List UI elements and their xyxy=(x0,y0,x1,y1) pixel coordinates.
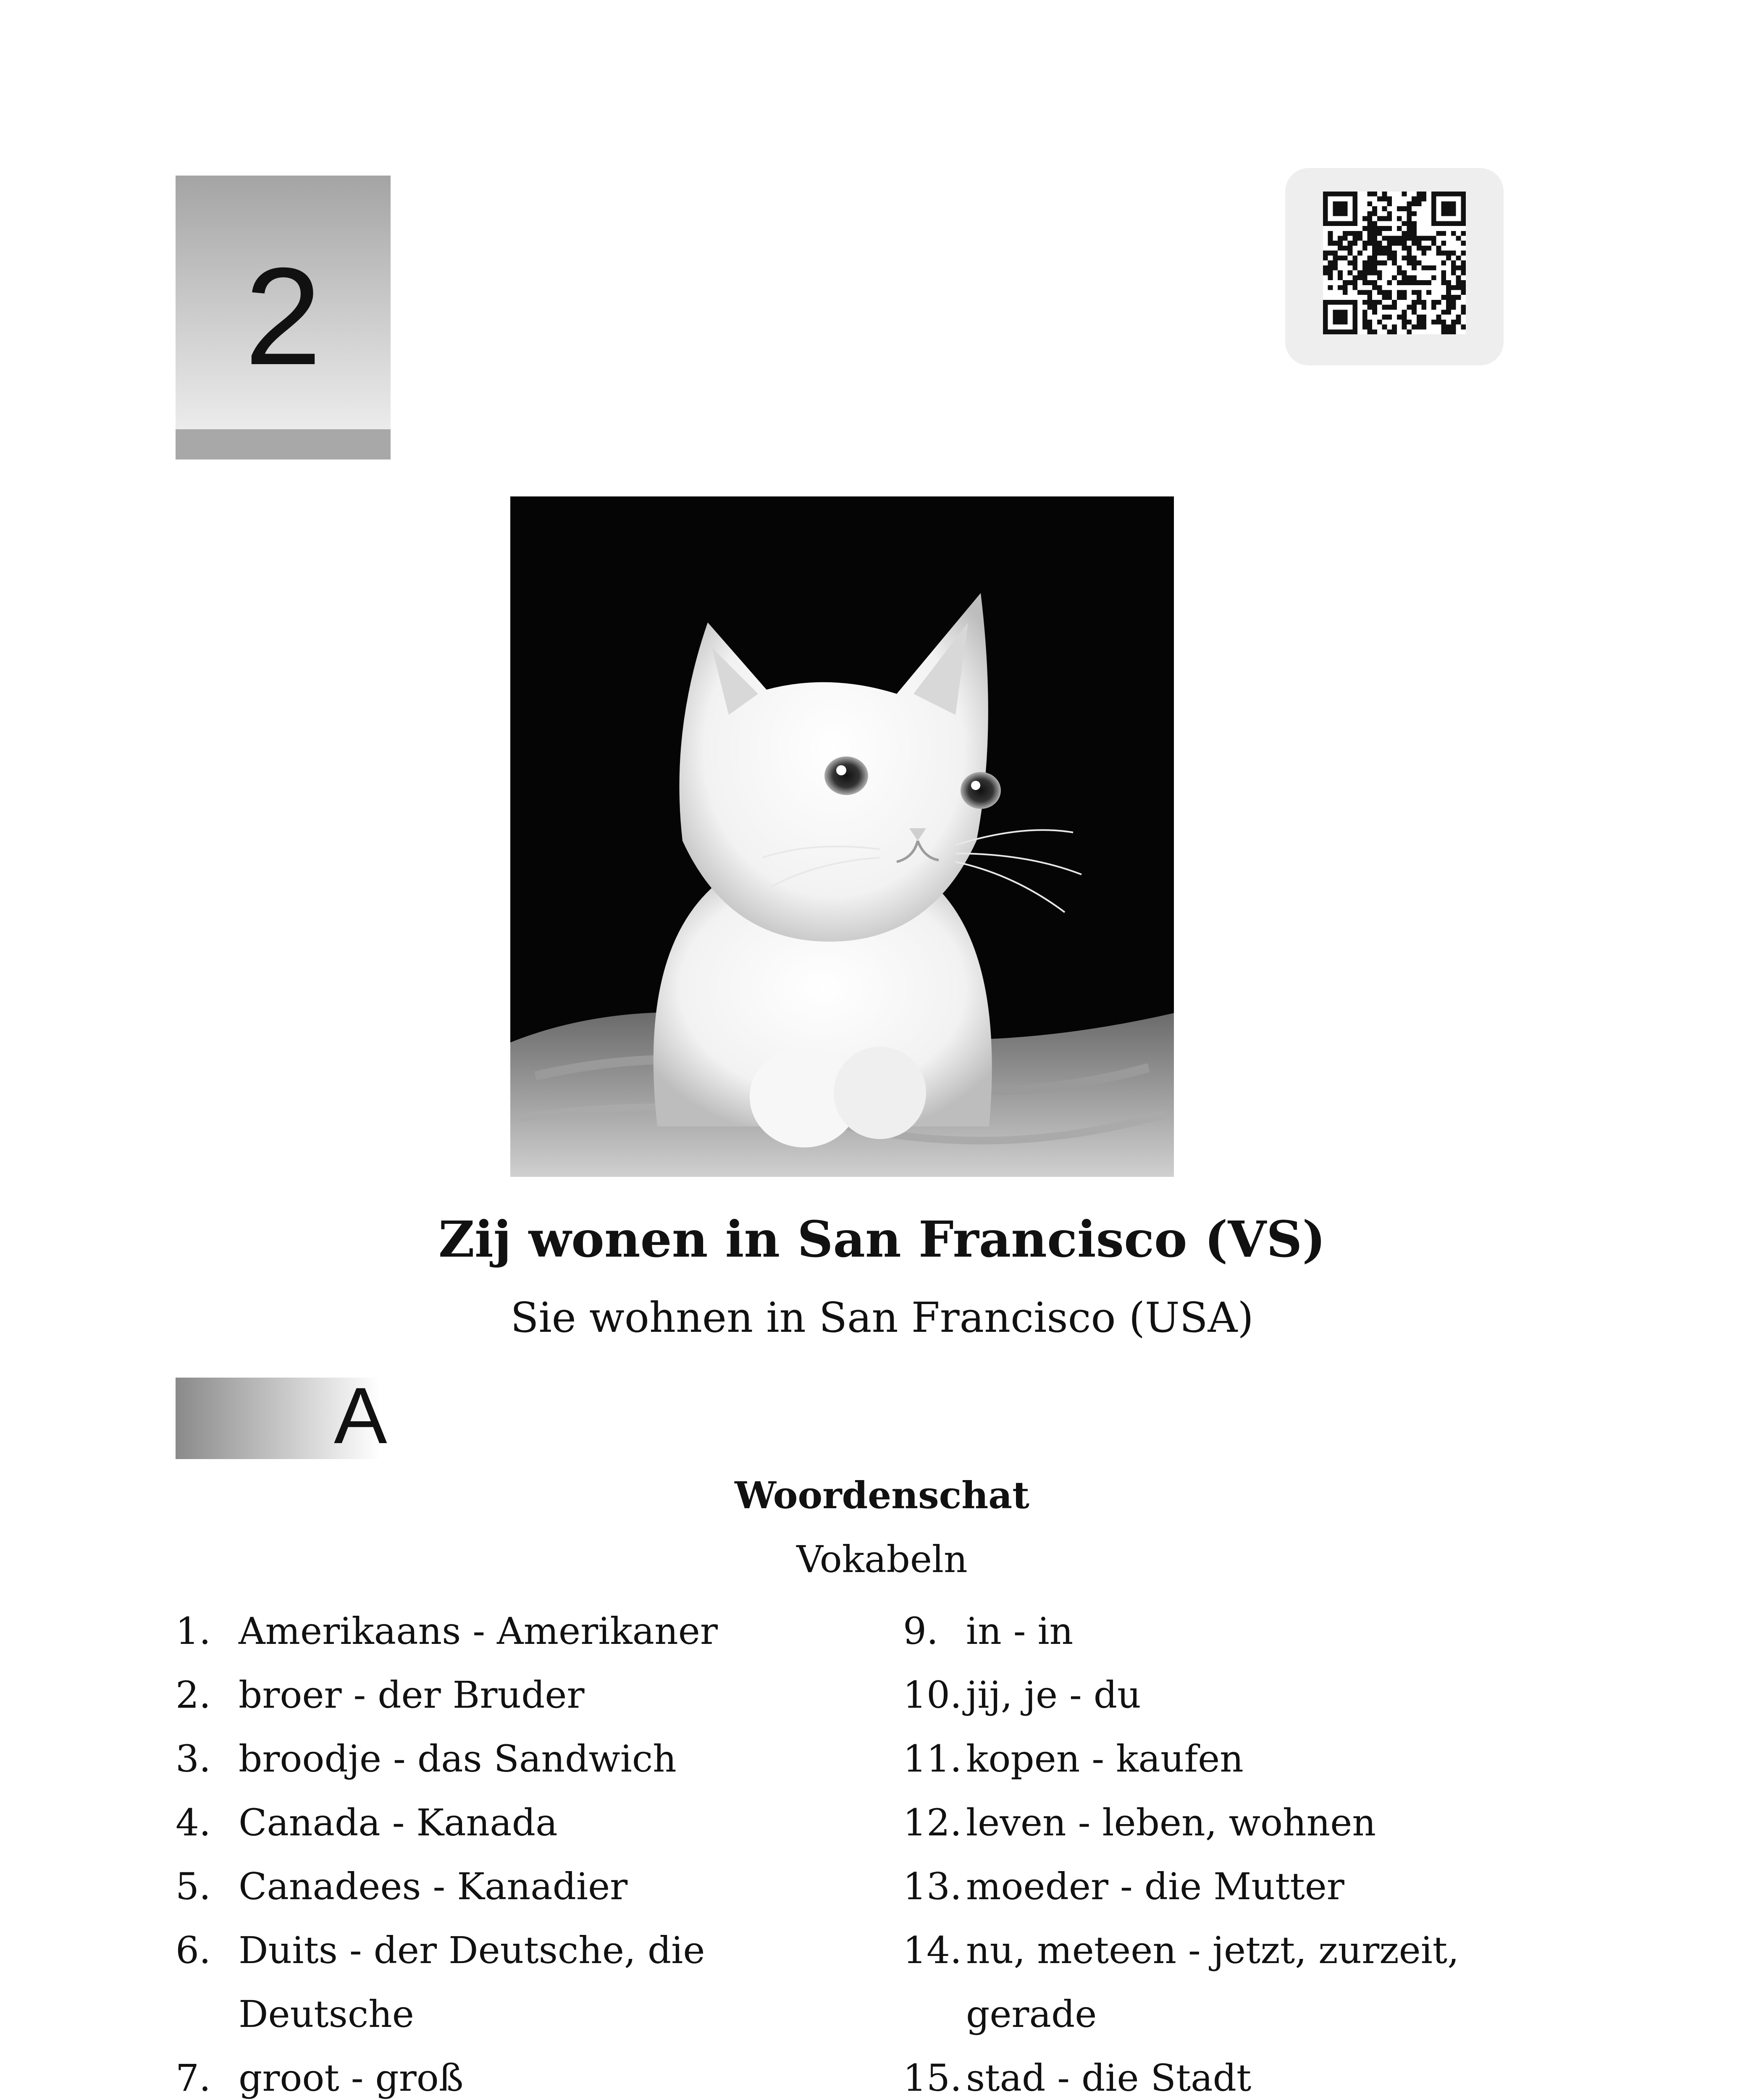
list-item-number: 15. xyxy=(903,2056,962,2100)
list-item-text: stad - die Stadt xyxy=(966,2056,1252,2100)
chapter-bar xyxy=(176,429,391,459)
list-item-text: Canadees - Kanadier xyxy=(239,1865,628,1908)
list-item-text: kopen - kaufen xyxy=(966,1737,1244,1780)
list-item xyxy=(176,2046,831,2100)
list-item xyxy=(176,1919,831,2046)
list-item-number: 5. xyxy=(176,1865,211,1908)
vocabulary-heading: Woordenschat xyxy=(735,1473,1029,1517)
page-title: Zij wonen in San Francisco (VS) xyxy=(438,1210,1326,1268)
list-item-number: 11. xyxy=(903,1737,962,1780)
list-item-number: 7. xyxy=(176,2056,211,2100)
list-item xyxy=(176,1727,831,1791)
list-item-text: leven - leben, wohnen xyxy=(966,1801,1376,1844)
vocabulary-list-left xyxy=(176,1599,831,2100)
chapter-number-block xyxy=(176,176,391,459)
list-item-text: broer - der Bruder xyxy=(239,1673,585,1717)
list-item-number: 14. xyxy=(903,1929,962,1972)
vocabulary-list-right xyxy=(903,1599,1583,2100)
list-item-text: groot - groß xyxy=(239,2056,464,2100)
list-item-number: 3. xyxy=(176,1737,211,1780)
list-item-text: nu, meteen - jetzt, zurzeit, gerade xyxy=(966,1929,1460,2036)
chapter-number: 2 xyxy=(244,239,322,394)
list-item-number: 9. xyxy=(903,1609,938,1653)
list-item xyxy=(903,1663,1583,1727)
list-item-number: 4. xyxy=(176,1801,211,1844)
list-item xyxy=(903,1727,1583,1791)
list-item xyxy=(176,1855,831,1919)
qr-code-badge[interactable] xyxy=(1285,168,1504,365)
list-item-number: 6. xyxy=(176,1929,211,1972)
list-item xyxy=(903,1599,1583,1663)
list-item-text: jij, je - du xyxy=(966,1673,1141,1717)
list-item-number: 12. xyxy=(903,1801,962,1844)
page-subtitle: Sie wohnen in San Francisco (USA) xyxy=(510,1294,1254,1342)
list-item-text: Amerikaans - Amerikaner xyxy=(239,1609,718,1653)
list-item-text: Canada - Kanada xyxy=(239,1801,558,1844)
vocabulary-subheading: Vokabeln xyxy=(796,1538,968,1581)
qr-code-icon[interactable] xyxy=(1323,192,1466,334)
list-item xyxy=(176,1663,831,1727)
list-item xyxy=(903,1791,1583,1855)
list-item xyxy=(176,1599,831,1663)
section-letter: A xyxy=(334,1371,387,1460)
list-item-text: broodje - das Sandwich xyxy=(239,1737,677,1780)
list-item xyxy=(903,2046,1583,2100)
list-item-number: 13. xyxy=(903,1865,962,1908)
kitten-photo xyxy=(510,496,1174,1177)
list-item xyxy=(176,1791,831,1855)
list-item-text: moeder - die Mutter xyxy=(966,1865,1344,1908)
list-item-number: 2. xyxy=(176,1673,211,1717)
list-item-text: Duits - der Deutsche, die Deutsche xyxy=(239,1929,705,2036)
list-item xyxy=(903,1919,1583,2046)
list-item-number: 10. xyxy=(903,1673,962,1717)
list-item-number: 1. xyxy=(176,1609,211,1653)
list-item xyxy=(903,1855,1583,1919)
list-item-text: in - in xyxy=(966,1609,1074,1653)
